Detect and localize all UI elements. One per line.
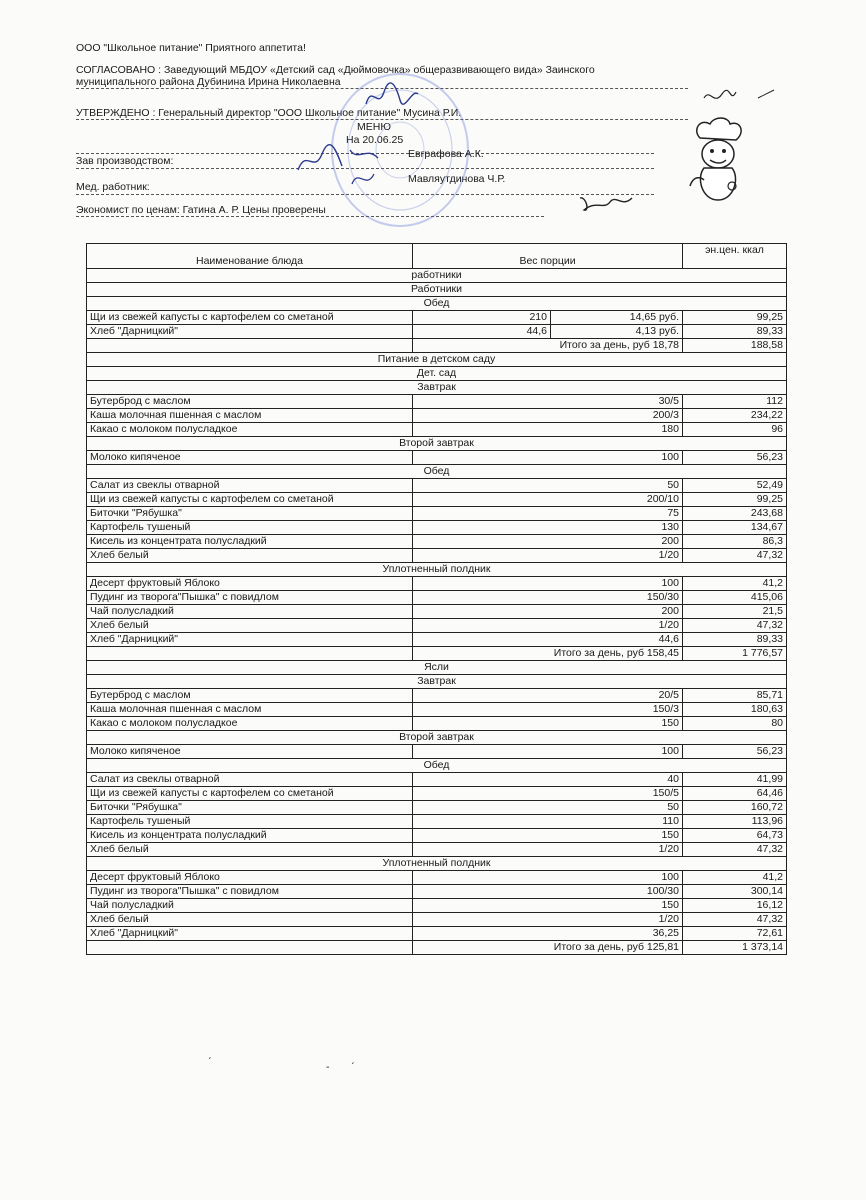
economist-line: Экономист по ценам: Гатина А. Р. Цены проверены [76,204,544,217]
section-title: работники [87,269,787,283]
dish-weight: 1/20 [413,913,683,927]
dish-name: Десерт фруктовый Яблоко [87,577,413,591]
dish-name: Щи из свежей капусты с картофелем со сметаной [87,493,413,507]
table-row [87,633,787,647]
dish-kcal: 86,3 [683,535,787,549]
dish-weight: 150/30 [413,591,683,605]
dish-kcal: 47,32 [683,913,787,927]
table-row [87,829,787,843]
dish-weight: 200 [413,605,683,619]
dish-name: Щи из свежей капусты с картофелем со сметаной [87,787,413,801]
table-row [87,689,787,703]
dish-price: 14,65 руб. [551,311,683,325]
table-row [87,535,787,549]
dish-kcal: 300,14 [683,885,787,899]
column-header-weight: Вес порции [413,244,683,269]
empty-cell [87,647,413,661]
dish-weight: 130 [413,521,683,535]
dish-kcal: 21,5 [683,605,787,619]
dish-weight: 180 [413,423,683,437]
column-header-kcal: эн.цен. ккал [683,244,787,269]
production-name: Евграфова А.К. [408,148,484,160]
dish-kcal: 112 [683,395,787,409]
table-row [87,605,787,619]
section-title: Ясли [87,661,787,675]
total-label: Итого за день, руб 125,81 [413,941,683,955]
total-label: Итого за день, руб 158,45 [413,647,683,661]
dish-kcal: 47,32 [683,843,787,857]
approved-line: СОГЛАСОВАНО : Заведующий МБДОУ «Детский сад «Дюймовочка» общеразвивающего вида» Заинского [76,64,595,76]
section-row [87,675,787,689]
section-row [87,353,787,367]
production-label: Зав производством: [76,155,174,167]
section-row [87,381,787,395]
table-row [87,577,787,591]
dish-name: Хлеб белый [87,619,413,633]
dish-price: 4,13 руб. [551,325,683,339]
meal-title: Завтрак [87,675,787,689]
dish-name: Хлеб "Дарницкий" [87,633,413,647]
dish-kcal: 56,23 [683,451,787,465]
dish-kcal: 99,25 [683,311,787,325]
section-row [87,269,787,283]
table-row [87,885,787,899]
dish-weight: 210 [413,311,551,325]
dish-name: Какао с молоком полусладкое [87,717,413,731]
medic-label: Мед. работник: [76,181,150,193]
menu-table [86,243,787,955]
table-row [87,521,787,535]
dish-weight: 1/20 [413,843,683,857]
dish-weight: 150 [413,899,683,913]
dish-kcal: 113,96 [683,815,787,829]
table-row [87,801,787,815]
signature-icon-4 [700,84,780,114]
dish-kcal: 99,25 [683,493,787,507]
dish-name: Каша молочная пшенная с маслом [87,703,413,717]
table-row [87,493,787,507]
company-line: ООО "Школьное питание" Приятного аппетита! [76,42,306,54]
table-row [87,549,787,563]
dish-kcal: 85,71 [683,689,787,703]
signature-icon [362,82,422,112]
dish-name: Хлеб "Дарницкий" [87,927,413,941]
total-label: Итого за день, руб 18,78 [413,339,683,353]
section-row [87,661,787,675]
table-row [87,843,787,857]
meal-title: Обед [87,759,787,773]
dish-weight: 1/20 [413,549,683,563]
dish-weight: 100 [413,745,683,759]
section-row [87,759,787,773]
dish-kcal: 64,73 [683,829,787,843]
dish-name: Кисель из концентрата полусладкий [87,829,413,843]
dish-weight: 100 [413,871,683,885]
dish-name: Хлеб белый [87,549,413,563]
confirmed-line: УТВЕРЖДЕНО : Генеральный директор "ООО Школьное питание" Мусина Р.И. [76,107,688,120]
dish-weight: 50 [413,801,683,815]
table-row [87,591,787,605]
table-row [87,325,787,339]
table-row [87,395,787,409]
meal-title: Уплотненный полдник [87,563,787,577]
dish-name: Салат из свеклы отварной [87,773,413,787]
total-row [87,339,787,353]
table-row [87,927,787,941]
dish-name: Какао с молоком полусладкое [87,423,413,437]
section-row [87,297,787,311]
section-row [87,563,787,577]
table-row [87,871,787,885]
dish-weight: 100 [413,451,683,465]
dish-kcal: 47,32 [683,619,787,633]
meal-title: Второй завтрак [87,731,787,745]
dish-weight: 200 [413,535,683,549]
dish-name: Пудинг из творога"Пышка" с повидлом [87,591,413,605]
dish-weight: 44,6 [413,633,683,647]
dish-name: Хлеб "Дарницкий" [87,325,413,339]
menu-date: На 20.06.25 [346,134,404,146]
table-row [87,773,787,787]
stray-mark-3: ˊ [351,1061,355,1073]
dish-kcal: 41,99 [683,773,787,787]
section-row [87,857,787,871]
dish-name: Биточки "Рябушка" [87,801,413,815]
dish-name: Чай полусладкий [87,899,413,913]
dish-weight: 100 [413,577,683,591]
meal-title: Уплотненный полдник [87,857,787,871]
table-row [87,507,787,521]
table-row [87,409,787,423]
table-header-row [87,244,787,269]
dish-weight: 150/5 [413,787,683,801]
section-title: Работники [87,283,787,297]
signature-icon-2 [292,140,412,195]
dish-name: Бутерброд с маслом [87,689,413,703]
dish-weight: 36,25 [413,927,683,941]
medic-name: Мавляутдинова Ч.Р. [408,173,506,185]
chef-icon [686,116,752,204]
dish-kcal: 56,23 [683,745,787,759]
meal-title: Завтрак [87,381,787,395]
dish-kcal: 134,67 [683,521,787,535]
column-header-name: Наименование блюда [87,244,413,269]
table-row [87,899,787,913]
table-row [87,619,787,633]
menu-title: МЕНЮ [357,121,391,133]
dish-weight: 200/10 [413,493,683,507]
total-row [87,941,787,955]
meal-title: Обед [87,465,787,479]
dish-name: Салат из свеклы отварной [87,479,413,493]
dish-kcal: 234,22 [683,409,787,423]
dish-name: Десерт фруктовый Яблоко [87,871,413,885]
dish-kcal: 41,2 [683,871,787,885]
dish-kcal: 41,2 [683,577,787,591]
dish-name: Пудинг из творога"Пышка" с повидлом [87,885,413,899]
dish-name: Щи из свежей капусты с картофелем со сметаной [87,311,413,325]
dish-name: Чай полусладкий [87,605,413,619]
total-row [87,647,787,661]
dish-name: Хлеб белый [87,843,413,857]
dish-weight: 44,6 [413,325,551,339]
dish-name: Каша молочная пшенная с маслом [87,409,413,423]
table-row [87,787,787,801]
section-row [87,437,787,451]
dish-kcal: 89,33 [683,633,787,647]
section-row [87,731,787,745]
dish-weight: 150 [413,829,683,843]
dish-kcal: 89,33 [683,325,787,339]
table-row [87,717,787,731]
table-row [87,913,787,927]
table-row [87,745,787,759]
dish-weight: 150/3 [413,703,683,717]
total-kcal: 188,58 [683,339,787,353]
dish-name: Кисель из концентрата полусладкий [87,535,413,549]
table-row [87,311,787,325]
dish-weight: 110 [413,815,683,829]
section-row [87,283,787,297]
table-row [87,451,787,465]
total-kcal: 1 776,57 [683,647,787,661]
dish-weight: 50 [413,479,683,493]
dish-name: Биточки "Рябушка" [87,507,413,521]
dish-kcal: 415,06 [683,591,787,605]
section-title: Питание в детском саду [87,353,787,367]
empty-cell [87,339,413,353]
table-row [87,423,787,437]
stray-mark: ˊ [208,1056,212,1068]
dish-name: Молоко кипяченое [87,451,413,465]
table-row [87,479,787,493]
dish-kcal: 16,12 [683,899,787,913]
dish-kcal: 96 [683,423,787,437]
empty-cell [87,941,413,955]
meal-title: Второй завтрак [87,437,787,451]
dish-weight: 200/3 [413,409,683,423]
section-row [87,465,787,479]
table-row [87,815,787,829]
total-kcal: 1 373,14 [683,941,787,955]
dish-weight: 150 [413,717,683,731]
dish-name: Картофель тушеный [87,521,413,535]
section-row [87,367,787,381]
dish-name: Картофель тушеный [87,815,413,829]
dish-name: Молоко кипяченое [87,745,413,759]
dish-weight: 40 [413,773,683,787]
dish-kcal: 80 [683,717,787,731]
signature-icon-3 [576,192,636,216]
dish-weight: 20/5 [413,689,683,703]
dish-weight: 100/30 [413,885,683,899]
dish-name: Хлеб белый [87,913,413,927]
dish-weight: 1/20 [413,619,683,633]
dish-kcal: 64,46 [683,787,787,801]
dish-kcal: 160,72 [683,801,787,815]
table-row [87,703,787,717]
dish-weight: 30/5 [413,395,683,409]
dish-weight: 75 [413,507,683,521]
dish-kcal: 52,49 [683,479,787,493]
approved-line-2: муниципального района Дубинина Ирина Николаевна [76,76,688,89]
section-title: Дет. сад [87,367,787,381]
dish-name: Бутерброд с маслом [87,395,413,409]
dish-kcal: 180,63 [683,703,787,717]
dish-kcal: 72,61 [683,927,787,941]
dish-kcal: 243,68 [683,507,787,521]
stray-mark-2: - [326,1061,330,1073]
dish-kcal: 47,32 [683,549,787,563]
meal-title: Обед [87,297,787,311]
